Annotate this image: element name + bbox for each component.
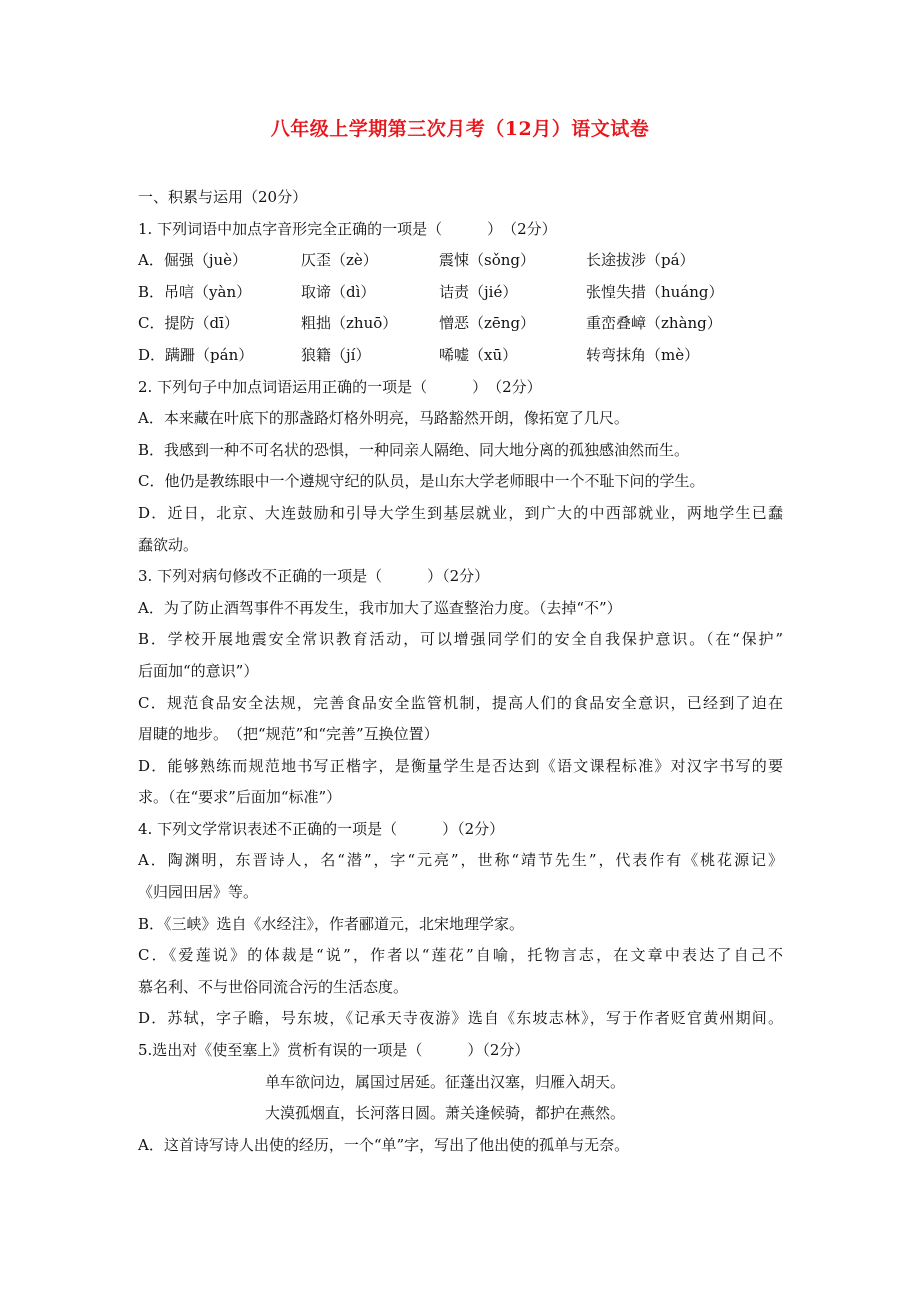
option-item: B．吊唁（yàn）: [138, 282, 252, 301]
question-2-option-c: C．他仍是教练眼中一个遵规守纪的队员，是山东大学老师眼中一个不耻下问的学生。: [138, 472, 705, 491]
question-3-option-c: C．规范食品安全法规，完善食品安全监管机制，提高人们的食品安全意识，已经到了迫在: [138, 693, 783, 712]
section-heading: 一、积累与运用（20分）: [138, 188, 308, 206]
option-item: 长途拔涉（pá）: [586, 251, 695, 270]
question-2-stem: 2. 下列句子中加点词语运用正确的一项是（ ） （2分）: [138, 377, 542, 396]
question-1-option-b: [138, 277, 783, 309]
question-3-stem: 3. 下列对病句修改不正确的一项是（ ）（2分）: [138, 567, 490, 586]
question-3-option-b-cont: 后面加“的意识”）: [138, 661, 259, 680]
question-3-option-b: B．学校开展地震安全常识教育活动，可以增强同学们的安全自我保护意识。（在“保护”: [138, 630, 783, 649]
option-item: 重峦叠嶂（zhàng）: [586, 314, 722, 333]
question-2-option-d: D．近日，北京、大连鼓励和引导大学生到基层就业，到广大的中西部就业，两地学生已蠢: [138, 503, 783, 522]
option-item: 震悚（sǒng）: [439, 251, 535, 270]
question-4-stem: 4. 下列文学常识表述不正确的一项是（ ）（2分）: [138, 819, 505, 838]
exam-body: [138, 182, 783, 1161]
question-5-stem: 5.选出对《使至塞上》赏析有误的一项是（ ）（2分）: [138, 1041, 530, 1060]
option-item: 唏嘘（xū）: [439, 345, 518, 364]
question-1-stem: 1. 下列词语中加点字音形完全正确的一项是（ ） （2分）: [138, 219, 557, 238]
question-3-option-a: A．为了防止酒驾事件不再发生，我市加大了巡查整治力度。（去掉“不”）: [138, 598, 622, 617]
option-item: 取谛（dì）: [301, 282, 376, 301]
question-4-option-c: C．《爱莲说》的体裁是“说”，作者以“莲花”自喻，托物言志，在文章中表达了自己不: [138, 946, 783, 965]
option-item: 张惶失措（huáng）: [586, 282, 724, 301]
question-4-option-c-cont: 慕名利、不与世俗同流合污的生活态度。: [138, 977, 409, 996]
option-item: 狼籍（jí）: [301, 345, 371, 364]
question-4-option-a: A．陶渊明，东晋诗人，名“潜”，字“元亮”，世称“靖节先生”，代表作有《桃花源记》: [138, 851, 783, 870]
question-5-option-a: A．这首诗写诗人出使的经历，一个“单”字，写出了他出使的孤单与无奈。: [138, 1135, 630, 1154]
question-1-option-d: [138, 340, 783, 372]
option-item: D．蹒跚（pán）: [138, 345, 254, 364]
question-2-option-d-cont: 蠢欲动。: [138, 535, 199, 554]
question-2-option-a: A．本来藏在叶底下的那盏路灯格外明亮，马路豁然开朗，像拓宽了几尺。: [138, 409, 629, 428]
option-item: 憎恶（zēng）: [439, 314, 536, 333]
question-3-option-d-cont: 求。（在“要求”后面加“标准”）: [138, 788, 342, 807]
question-4-option-a-cont: 《归园田居》等。: [138, 883, 259, 902]
poem-line-1: 单车欲问边，属国过居延。征蓬出汉塞，归雁入胡天。: [265, 1072, 626, 1091]
question-3-option-c-cont: 眉睫的地步。 （把“规范”和“完善”互换位置）: [138, 725, 439, 744]
question-4-option-d: D．苏轼，字子瞻，号东坡，《记承天寺夜游》选自《东坡志林》，写于作者贬官黄州期间。: [138, 1009, 783, 1028]
option-item: C．提防（dī）: [138, 314, 239, 333]
question-4-option-b: B．《三峡》选自《水经注》，作者郦道元，北宋地理学家。: [138, 914, 525, 933]
question-1-option-c: [138, 308, 783, 340]
question-3-option-d: D．能够熟练而规范地书写正楷字，是衡量学生是否达到《语文课程标准》对汉字书写的要: [138, 756, 783, 775]
option-item: 诘责（jié）: [439, 282, 518, 301]
question-1-option-a: [138, 245, 783, 277]
question-2-option-b: B．我感到一种不可名状的恐惧，一种同亲人隔绝、同大地分离的孤独感油然而生。: [138, 440, 690, 459]
page-title: 八年级上学期第三次月考（12月）语文试卷: [270, 118, 650, 140]
option-item: 转弯抹角（mè）: [586, 345, 700, 364]
option-item: 仄歪（zè）: [301, 251, 378, 270]
poem-line-2: 大漠孤烟直，长河落日圆。萧关逢候骑，都护在燕然。: [265, 1104, 626, 1123]
option-item: A．倔强（juè）: [138, 251, 248, 270]
option-item: 粗拙（zhuō）: [301, 314, 398, 333]
